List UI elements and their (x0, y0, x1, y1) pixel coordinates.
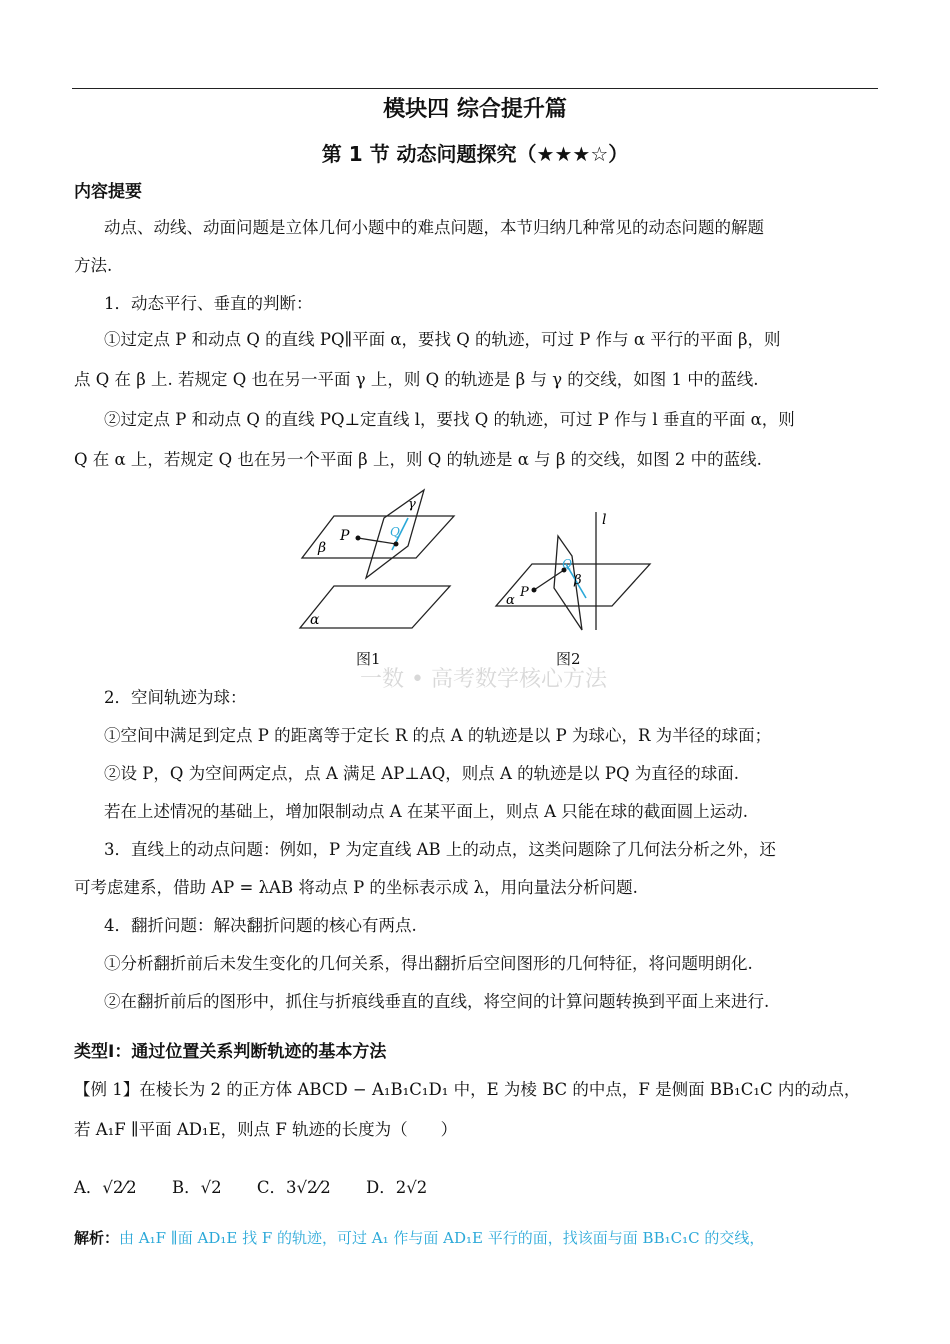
summary-heading: 内容提要 (74, 182, 142, 202)
label-gamma: γ (408, 497, 416, 512)
s2-line3: 若在上述情况的基础上，增加限制动点 A 在某平面上，则点 A 只能在球的截面圆上运动. (104, 802, 749, 821)
label-beta: β (318, 540, 327, 556)
s2-line2: ②设 P，Q 为空间两定点，点 A 满足 AP⊥AQ，则点 A 的轨迹是以 PQ 为直径的球面. (104, 764, 740, 783)
page-title: 模块四 综合提升篇 (383, 97, 567, 122)
choice-a: A．√2⁄2 (74, 1178, 137, 1197)
label-q: Q (390, 525, 400, 539)
label-alpha: α (506, 593, 515, 608)
label-p: P (520, 585, 529, 600)
figure-2 (492, 508, 654, 632)
s4-line1: ①分析翻折前后未发生变化的几何关系，得出翻折后空间图形的几何特征，将问题明朗化. (104, 954, 753, 973)
intro-line-2: 方法. (74, 256, 113, 275)
choice-c: C．3√2⁄2 (256, 1178, 331, 1197)
analysis-line (74, 1226, 880, 1250)
analysis-label: 解析： (74, 1229, 120, 1247)
analysis-text: 由 A₁F ∥面 AD₁E 找 F 的轨迹，可过 A₁ 作与面 AD₁E 平行的面，找该面与面 BB₁C₁C 的交线， (119, 1229, 765, 1247)
s2-line1: ①空间中满足到定点 P 的距离等于定长 R 的点 A 的轨迹是以 P 为球心，R 为半径的球面； (104, 726, 772, 745)
choices (74, 1176, 880, 1200)
s3-line1: 3．直线上的动点问题：例如，P 为定直线 AB 上的动点，这类问题除了几何法分析之外，还 (104, 840, 776, 859)
pq-line (534, 570, 564, 590)
figure-1-caption: 图1 (356, 650, 381, 668)
label-q: Q (562, 557, 572, 571)
intro-line-1: 动点、动线、动面问题是立体几何小题中的难点问题，本节归纳几种常见的动态问题的解题 (104, 218, 764, 237)
figure-2-caption: 图2 (556, 650, 581, 668)
type-heading: 类型Ⅰ：通过位置关系判断轨迹的基本方法 (74, 1042, 387, 1062)
point-p (356, 536, 361, 541)
s1-p1-line1: ①过定点 P 和动点 Q 的直线 PQ∥平面 α，要找 Q 的轨迹，可过 P 作与 α 平行的平面 β，则 (104, 330, 781, 349)
label-p: P (340, 528, 350, 544)
section-title: 第 1 节 动态问题探究（★★★☆） (321, 142, 629, 166)
figure-1 (296, 488, 466, 636)
s1-p2-line2: Q 在 α 上，若规定 Q 也在另一个平面 β 上，则 Q 的轨迹是 α 与 β 的交线，如图 2 中的蓝线. (74, 450, 762, 469)
example-line2: 若 A₁F ∥平面 AD₁E，则点 F 轨迹的长度为（ ） (74, 1120, 458, 1139)
point-p (532, 588, 537, 593)
choice-b: B．√2 (171, 1178, 222, 1197)
s4-heading: 4．翻折问题：解决翻折问题的核心有两点. (104, 916, 417, 935)
top-rule (72, 88, 878, 89)
choice-d: D．2√2 (365, 1178, 428, 1197)
s1-heading: 1．动态平行、垂直的判断： (104, 294, 313, 313)
s2-heading: 2．空间轨迹为球： (104, 688, 247, 707)
label-l: l (602, 512, 607, 528)
label-beta: β (574, 573, 582, 588)
s4-line2: ②在翻折前后的图形中，抓住与折痕线垂直的直线，将空间的计算问题转换到平面上来进行. (104, 992, 770, 1011)
point-q (394, 542, 399, 547)
watermark: 一数 • 高考数学核心方法 (360, 667, 607, 692)
s3-line2: 可考虑建系，借助 AP = λAB 将动点 P 的坐标表示成 λ，用向量法分析问题. (74, 878, 638, 897)
example-line1: 【例 1】在棱长为 2 的正方体 ABCD − A₁B₁C₁D₁ 中，E 为棱 BC 的中点，F 是侧面 BB₁C₁C 内的动点， (74, 1080, 861, 1099)
label-alpha: α (310, 612, 320, 628)
s1-p2-line1: ②过定点 P 和动点 Q 的直线 PQ⊥定直线 l，要找 Q 的轨迹，可过 P 作与 l 垂直的平面 α，则 (104, 410, 795, 429)
s1-p1-line2: 点 Q 在 β 上. 若规定 Q 也在另一平面 γ 上，则 Q 的轨迹是 β 与 γ 的交线，如图 1 中的蓝线. (74, 370, 759, 389)
plane-alpha (300, 586, 450, 628)
